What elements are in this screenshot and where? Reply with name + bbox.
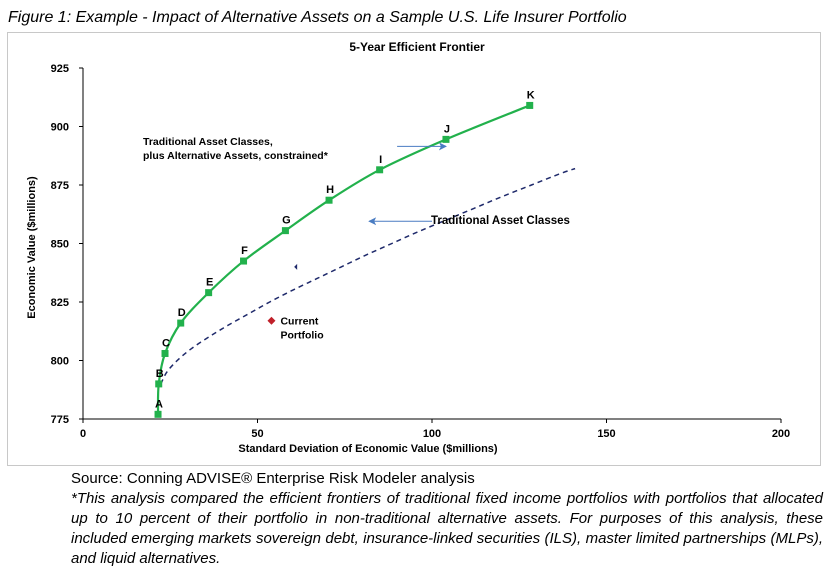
x-axis-ticks <box>80 419 790 440</box>
series-marker-traditional <box>294 264 297 270</box>
data-point-label: J <box>443 123 451 136</box>
x-tick-label: 50 <box>251 428 264 440</box>
data-point <box>326 197 333 204</box>
series-line-traditional <box>161 169 575 384</box>
x-axis-label: Standard Deviation of Economic Value ($millions) <box>238 443 498 455</box>
x-tick-label: 100 <box>422 428 442 440</box>
y-axis-label: Economic Value ($millions) <box>26 176 38 319</box>
data-point-label: I <box>379 153 383 166</box>
data-point-label: A <box>155 398 164 411</box>
data-point-label: H <box>326 184 335 197</box>
chart-title: 5-Year Efficient Frontier <box>349 40 485 54</box>
data-point <box>240 258 247 265</box>
y-tick-label: 875 <box>50 180 69 192</box>
data-point <box>526 102 533 109</box>
y-tick-label: 925 <box>50 63 69 75</box>
annotation-traditional-label: Traditional Asset Classes <box>431 215 570 227</box>
y-tick-label: 850 <box>50 238 69 251</box>
x-tick-label: 150 <box>597 428 616 440</box>
chart-frame <box>7 32 821 466</box>
data-point-label: D <box>177 307 186 320</box>
y-tick-label: 800 <box>50 355 69 368</box>
y-tick-label: 825 <box>50 297 69 309</box>
x-tick-label: 200 <box>771 428 791 440</box>
data-point-label: B <box>155 367 164 380</box>
data-point <box>155 380 162 387</box>
y-axis-ticks <box>51 63 83 426</box>
data-point <box>282 227 289 234</box>
data-point <box>162 350 169 357</box>
annotation-alternative-label: Traditional Asset Classes, <box>143 136 273 148</box>
footnote: *This analysis compared the efficient frontiers of traditional fixed income portfolios with portfolios that allocated up to 10 percent of their portfolio in non-traditional alternative assets. For purposes of this analysis, these included emerging markets sovereign debt, insurance-linked securities (ILS), master limited partnerships (MLPs), and liquid alternatives. <box>71 490 823 567</box>
data-point-label: F <box>241 245 248 258</box>
current-portfolio-label: Portfolio <box>280 329 324 342</box>
data-point-label: C <box>162 337 170 350</box>
data-point-label: G <box>282 214 291 227</box>
data-point-label: E <box>205 276 214 289</box>
y-tick-label: 900 <box>50 121 69 134</box>
current-portfolio-marker <box>267 317 275 325</box>
data-point <box>205 289 212 296</box>
x-tick-label: 0 <box>79 428 87 440</box>
annotation-alternative-label: plus Alternative Assets, constrained* <box>143 150 328 162</box>
data-point <box>442 136 449 143</box>
axes <box>83 68 781 419</box>
annotations <box>143 136 570 227</box>
data-point <box>177 320 184 327</box>
efficient-frontier-chart <box>8 33 820 465</box>
data-point <box>155 411 162 418</box>
data-point <box>376 166 383 173</box>
data-point-label: K <box>526 89 535 102</box>
y-tick-label: 775 <box>50 414 69 426</box>
current-portfolio-label: Current <box>280 315 319 328</box>
figure-title: Figure 1: Example - Impact of Alternative Assets on a Sample U.S. Life Insurer Portfolio <box>8 9 627 26</box>
source-line: Source: Conning ADVISE® Enterprise Risk Modeler analysis <box>71 470 475 487</box>
